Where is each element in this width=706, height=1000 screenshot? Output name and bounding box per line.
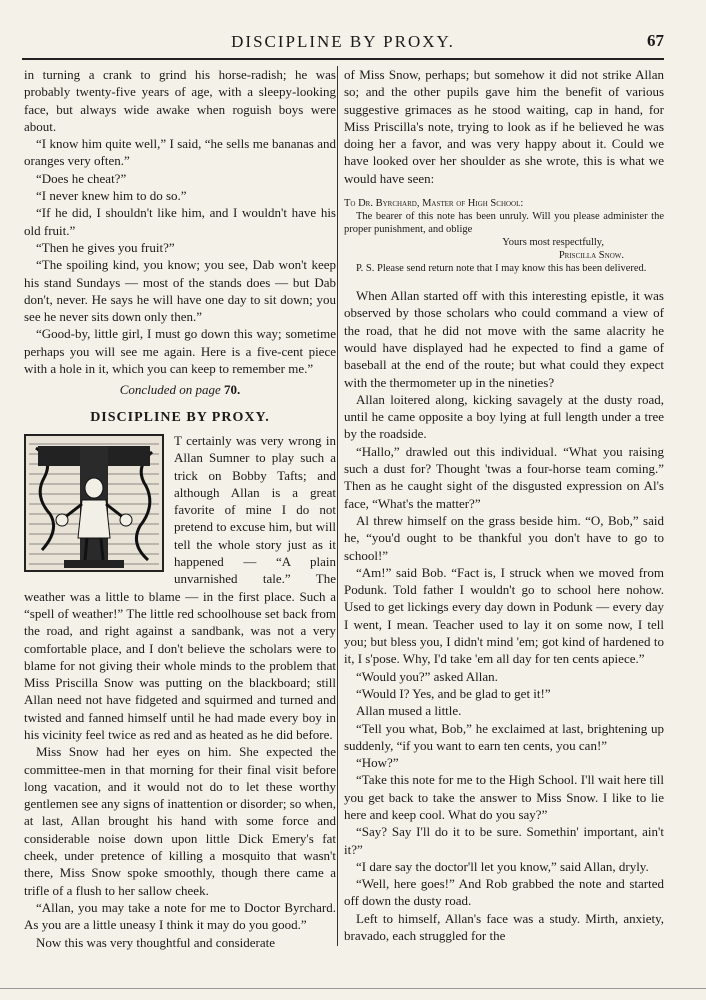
paragraph: Al threw himself on the grass beside him. “O, Bob,” said he, “you'd ought to be thankful you don't have to go to school!” — [344, 512, 664, 563]
paragraph: “Well, here goes!” And Rob grabbed the note and started off down the dusty road. — [344, 876, 664, 909]
paragraph: Left to himself, Allan's face was a study. Mirth, anxiety, bravado, each struggled for the — [344, 910, 664, 944]
note-signature: Priscilla Snow. — [558, 250, 624, 262]
article-title: DISCIPLINE BY PROXY. — [90, 409, 270, 425]
column-divider — [337, 66, 338, 946]
paragraph: Miss Snow had her eyes on him. She expected the committee-men in that morning for their final visit before long vacation, and it would not do to let these worthy gentlemen see any signs of inattention or disorder; so when, at last, Allan brought his hand with some force and considerable noise down upon little Dick Emery's fat cheek, under pretence of killing a mosquito that wasn't there, Miss Snow spoke smoothly, though there came a trifle of a flush to her sallow cheek. — [24, 744, 336, 898]
paragraph: “I never knew him to do so.” — [36, 188, 187, 204]
page-number: 67 — [647, 31, 664, 50]
concluded-note — [24, 381, 336, 398]
paragraph: “I dare say the doctor'll let you know,” said Allan, dryly. — [356, 858, 649, 874]
paragraph: “Say? Say I'll do it to be sure. Somethin' important, ain't it?” — [344, 824, 664, 857]
paragraph: “Would you?” asked Allan. — [356, 668, 498, 684]
paragraph: Allan mused a little. — [356, 703, 462, 719]
paragraph: “If he did, I shouldn't like him, and I wouldn't have his old fruit.” — [24, 205, 336, 238]
opening-paragraph — [24, 432, 336, 743]
paragraph: “Take this note for me to the High School. I'll wait here till you get back to take the answer to Miss Snow. I like to lie here and keep cool. What do you say?” — [344, 772, 664, 822]
running-title: DISCIPLINE BY PROXY. — [231, 32, 455, 51]
paragraph: “Would I? Yes, and be glad to get it!” — [356, 685, 551, 701]
note-closing: Yours most respectfully, — [502, 237, 604, 249]
note-postscript: P. S. Please send return note that I may know this has been delivered. — [356, 263, 647, 275]
paragraph: Allan loitered along, kicking savagely at the dusty road, until he came opposite a boy lying at full length under a tree by the roadside. — [344, 391, 664, 442]
concluded-text: Concluded on page — [119, 382, 221, 398]
paragraph: “Hallo,” drawled out this individual. “What you raising such a dust for? Thought 'twas a four-horse team coming.” Then as he caught sight of the disgusted expression on Al's face, “What's the matter?” — [344, 443, 664, 511]
paragraph: in turning a crank to grind his horse-radish; he was probably twenty-five years of age, with a sleepy-looking face, but always wide awake when roguish boys were about. — [24, 67, 336, 134]
paragraph: of Miss Snow, perhaps; but somehow it did not strike Allan so; and the other pupils gave him the benefit of various suggestive grimaces as he stood waiting, cap in hand, for Miss Priscilla's note, trying to look as if he believed he was doing her a favor, and was very happy about it. Could we have looked over her shoulder as she wrote, this is what we would have seen: — [344, 67, 664, 186]
paragraph: When Allan started off with this interesting epistle, it was observed by those scholars who could command a view of the road, that he did not move with the same alacrity he would have displayed had he expected to find a game of baseball at the end of the route; but what could they expect with the thermometer up in the nineties? — [344, 288, 664, 390]
paragraph: “The spoiling kind, you know; you see, Dab won't keep his stand Sundays — most of the stands does — but Dab don't, never. He says he will have one day to sit down; you see he never sits down only then.” — [24, 257, 336, 325]
paragraph: “Tell you what, Bob,” he exclaimed at last, brightening up suddenly, “if you want to earn ten cents, you can!” — [344, 720, 664, 753]
paragraph: “Allan, you may take a note for me to Doctor Byrchard. As you are a little uneasy I think it may do you good.” — [24, 899, 336, 933]
page-edge — [0, 988, 706, 989]
paragraph: T certainly was very wrong in Allan Sumner to play such a trick on Bobby Tafts; and although Allan is a great favorite of mine I do not pretend to excuse him, but will tell the whole story just as it happened — “A plain unvarnished tale.” The weather was a little to blame — in the first place. Such a “spell of weather!” The little red schoolhouse set back from the road, and right against a sandbank, was not a very comfortable place, and I don't believe the scholars were to blame for not giving their whole minds to the problem that Miss Priscilla Snow was putting on the blackboard; still Allan need not have fidgeted and squirmed and turned and twisted and fanned himself until he had made every boy in his vicinity feel twice as red and as heated as he did before. — [24, 432, 336, 742]
left-column — [24, 66, 336, 951]
paragraph: “I know him quite well,” I said, “he sells me bananas and oranges very often.” — [24, 136, 336, 169]
paragraph: “How?” — [356, 755, 399, 771]
right-column — [344, 66, 664, 944]
paragraph: Now this was very thoughtful and considerate — [36, 934, 276, 950]
running-header — [22, 28, 664, 60]
concluded-page: 70. — [224, 382, 241, 398]
quoted-note — [344, 197, 664, 275]
note-body: The bearer of this note has been unruly. Will you please administer the proper punishment, and oblige — [344, 211, 664, 236]
paragraph: “Good-by, little girl, I must go down this way; sometime perhaps you will see me again. Here is a five-cent piece with a hole in it, which you can keep to remember me.” — [24, 326, 336, 377]
illustrated-initial-t-icon — [24, 434, 164, 572]
paragraph: “Am!” said Bob. “Fact is, I struck when we moved from Podunk. Told father I wouldn't go to school here nohow. Used to get lickings every day down in Podunk — every day I went, I mean. Teacher used to lay it on some now, I tell you; but bless you, I didn't mind 'em; got kind of hardened to it, I s'pose. Why, I'd take 'em all day for ten cents apiece.” — [344, 564, 664, 667]
paragraph: “Does he cheat?” — [36, 170, 127, 186]
note-address: To Dr. Byrchard, Master of High School: — [344, 198, 524, 210]
paragraph: “Then he gives you fruit?” — [36, 239, 175, 255]
